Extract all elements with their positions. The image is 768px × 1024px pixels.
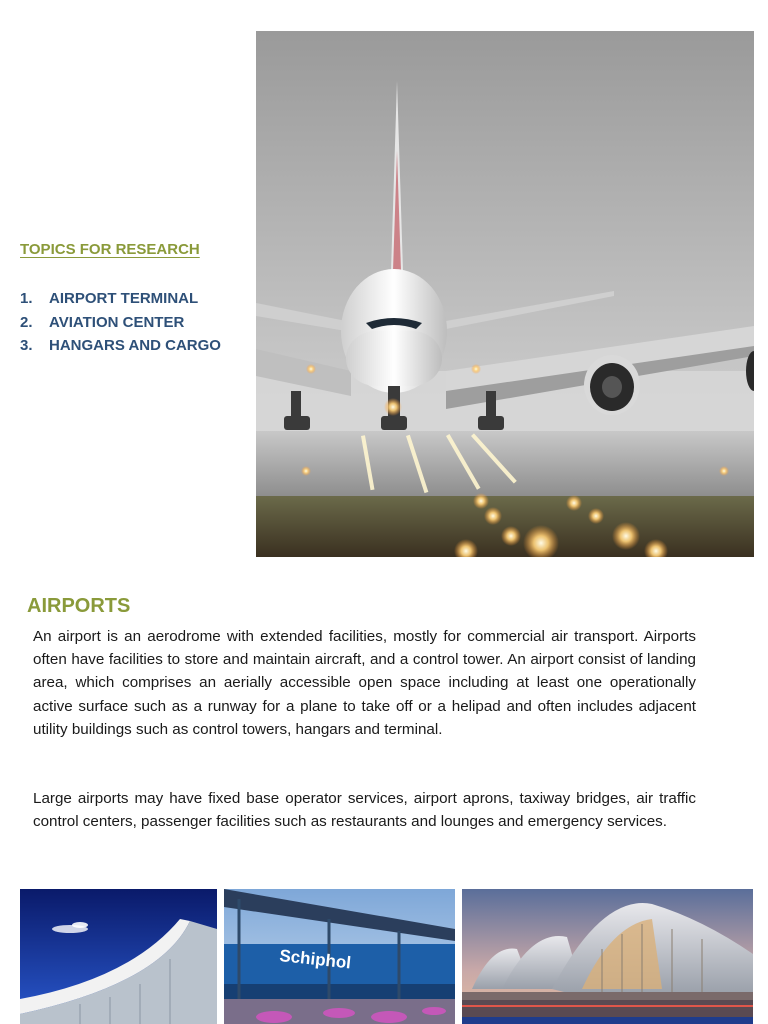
arched-terminal-image	[462, 889, 753, 1024]
terminal-roof-image	[20, 889, 217, 1024]
schiphol-terminal-image	[224, 889, 455, 1024]
topic-label: HANGARS AND CARGO	[49, 337, 221, 354]
topic-item	[20, 311, 221, 335]
topics-heading: TOPICS FOR RESEARCH	[20, 241, 200, 258]
airports-paragraph-1: An airport is an aerodrome with extended facilities, mostly for commercial air transport. Airports often have facilities to store and maintain aircraft, and a control tower. An airport consist of landing area, which comprises an aerially accessible open space including at least one operationally active surface such as a runway for a plane to take off or a helipad and often includes adjacent utility buildings such as control towers, hangars and terminal.	[33, 628, 696, 738]
topic-number: 3.	[20, 337, 33, 354]
section-title-airports: AIRPORTS	[27, 595, 131, 617]
topic-number: 2.	[20, 313, 33, 331]
topic-item	[20, 287, 221, 311]
topic-label: AIRPORT TERMINAL	[49, 290, 199, 307]
hero-airliner-image	[256, 31, 754, 557]
topic-label: AVIATION CENTER	[49, 313, 185, 331]
topic-number: 1.	[20, 290, 33, 307]
topics-list	[20, 287, 221, 358]
schiphol-sign-text: Schiphol	[278, 946, 352, 973]
topic-item	[20, 334, 221, 358]
airports-paragraph-2: Large airports may have fixed base operator services, airport aprons, taxiway bridges, air traffic control centers, passenger facilities such as restaurants and lounges and emergency services.	[33, 790, 696, 831]
